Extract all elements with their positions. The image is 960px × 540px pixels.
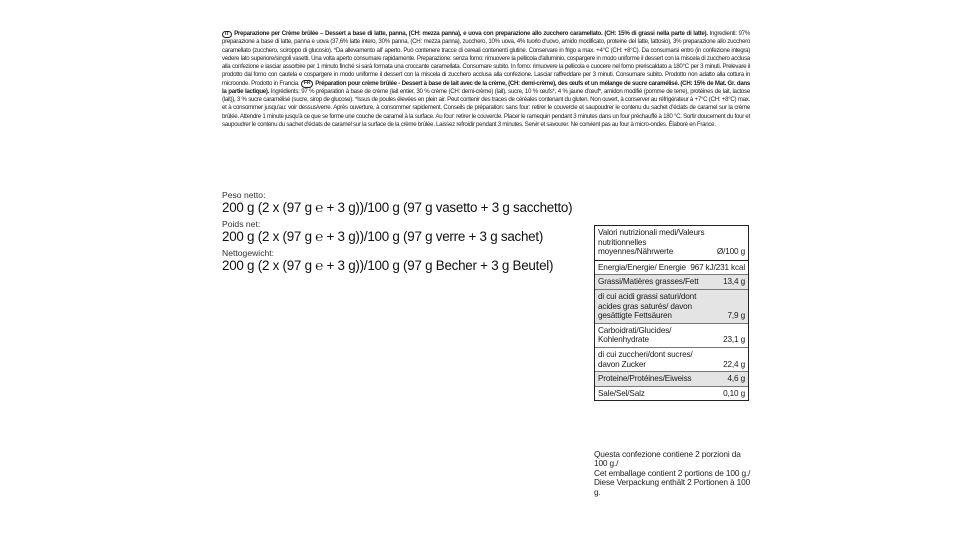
net-weight-fr [222, 219, 592, 244]
net-weight-value: 200 g (2 x (97 g ℮ + 3 g))/100 g (97 g vasetto + 3 g sacchetto) [222, 200, 573, 215]
ingredients-it-title: Preparazione per Crème brûlée – Dessert a base di latte, panna, (CH: mezza panna), e uova con preparazione allo zucchero caramellato. (CH: 15% di grassi nella parte di latte). [234, 30, 708, 37]
nutrition-row [595, 261, 748, 276]
ingredients-fr-body: Ingrédients: 97 % préparation à base de crème (lait entier, 30 % crème (CH: demi-crème) (lait), sucre, 10 % œufs*, 4 % jaune d'œuf*, amidon modifié (pomme de terre), protéines de lait, lactose (lait)), 3 % sucre caramélisé (sucre, sirop de glucose). *Issus de poules élevées en plein air. Peut contenir des traces de céréales contenant du gluten. Non ouvert, à conserver au réfrigérateur à +7°C (CH: +8°C) max. et à consommer jusqu'au: voir dessus/verre. Après ouverture, à consommer rapidement. Conseils de préparation: sans four: retirer le couvercle et saupoudrer le contenu du sachet d'éclats de caramel sur la crème brûlée. Attendre 1 minute jusqu'à ce que se forme une couche de caramel à la surface. Au four: retirer le couvercle. Placer le ramequin pendant 3 minutes dans un four préchauffé à 180 °C. Sortir doucement du four et saupoudrer le contenu du sachet d'éclats de caramel sur la surface de la crème brûlée. Laissez refroidir pendant 3 minutes. Servir et savourer. Ne convient pas au four à micro-ondes. Élaboré en France. [222, 87, 750, 128]
net-weight-it [222, 190, 592, 215]
nutrient-value: 22,4 g [723, 359, 745, 369]
nutrition-row [595, 348, 748, 372]
nutrition-row [595, 372, 748, 387]
net-weight-section [222, 190, 592, 277]
portion-info [594, 450, 754, 497]
nutrient-label: Proteine/Protéines/Eiweiss [598, 374, 692, 384]
nutrient-value: 13,4 g [723, 277, 745, 287]
ingredients-text [222, 30, 750, 129]
nutrient-label: di cui zuccheri/dont sucres/ davon Zucker [598, 349, 693, 369]
nutrition-row [595, 290, 748, 324]
nutrient-label: di cui acidi grassi saturi/dont acides gras saturés/ davon gesättigte Fettsäuren [598, 291, 697, 321]
nutrition-row [595, 324, 748, 348]
nutrition-header-unit: Ø/100 g [716, 247, 745, 257]
language-badge-it: IT [222, 31, 232, 39]
ingredients-it-body: Ingredienti: 97% preparazione a base di latte, panna e uova (37,6% latte intero, 30% panna, (CH: mezza panna), zucchero, 10% uova, 4% tuorlo d'uovo, amido modificato, proteine del latte, lattosio), 3% preparazione allo zucchero caramellato (zucchero, sciroppo di glucosio). *Da allevamento all' aperto. Può contenere tracce di cereali contenenti glutine. Conservare in frigo a max. +4°C (CH: +8°C). Da consumarsi entro (in confezione integra) vedere lato superiore/singoli vasetti. Una volta aperto consumare rapidamente. Preparazione: senza forno: rimuovere la pellicola d'alluminio, cospargere in modo uniforme il dessert con la miscela di zucchero acclusa alla confezione e lasciar assorbire per 1 minuto finché si sarà formata una croccante caramellata. Consumare subito. In forno: rimuovere la pellicola e cuocere nel forno preriscaldato a 180°C per 3 minuti. Prelevare il prodotto dal forno con cautela e cospargere in modo uniforme il dessert con la miscela di zucchero acclusa alla confezione. Lasciar raffreddare per 3 minuti. Consumare subito. Prodotto non adatto alla cottura in microonde. Prodotto in Francia. [222, 30, 750, 87]
nutrient-label: Grassi/Matières grasses/Fett [598, 277, 699, 287]
ingredients-fr-title: Préparation pour crème brûlée - Dessert à base de lait avec de la crème, (CH: demi-crème), des œufs et un mélange de sucre caramélisé. (CH: 15% de Mat. Gr. dans la partie lactique). [222, 79, 750, 95]
net-weight-value: 200 g (2 x (97 g ℮ + 3 g))/100 g (97 g Becher + 3 g Beutel) [222, 258, 554, 273]
portion-line: Questa confezione contiene 2 porzioni da 100 g./ [594, 449, 741, 469]
nutrient-label: Carboidrati/Glucides/ Kohlenhydrate [598, 325, 672, 345]
nutrition-header-label: Valori nutrizionali medi/Valeurs nutritionnelles moyennes/Nährwerte [598, 228, 705, 257]
nutrient-value: 23,1 g [723, 335, 745, 345]
nutrient-label: Sale/Sel/Salz [598, 388, 645, 398]
net-weight-label: Poids net: [222, 219, 261, 229]
nutrient-label: Energia/Energie/ Energie [598, 262, 686, 272]
nutrition-rows [595, 261, 748, 401]
nutrient-value: 4,6 g [727, 374, 745, 384]
net-weight-value: 200 g (2 x (97 g ℮ + 3 g))/100 g (97 g verre + 3 g sachet) [222, 229, 544, 244]
nutrition-row [595, 275, 748, 290]
nutrition-table-header [595, 226, 748, 261]
nutrient-value: 967 kJ/231 kcal [690, 262, 745, 272]
nutrient-value: 7,9 g [727, 311, 745, 321]
language-badge-fr: FR [301, 80, 313, 88]
nutrition-table [594, 225, 749, 401]
net-weight-label: Nettogewicht: [222, 248, 275, 258]
nutrition-row [595, 387, 748, 401]
net-weight-de [222, 248, 592, 273]
net-weight-label: Peso netto: [222, 190, 266, 200]
portion-line: Diese Verpackung enthält 2 Portionen à 100 g. [594, 477, 751, 497]
portion-line: Cet emballage contient 2 portions de 100 g./ [594, 467, 751, 478]
nutrient-value: 0,10 g [723, 388, 745, 398]
